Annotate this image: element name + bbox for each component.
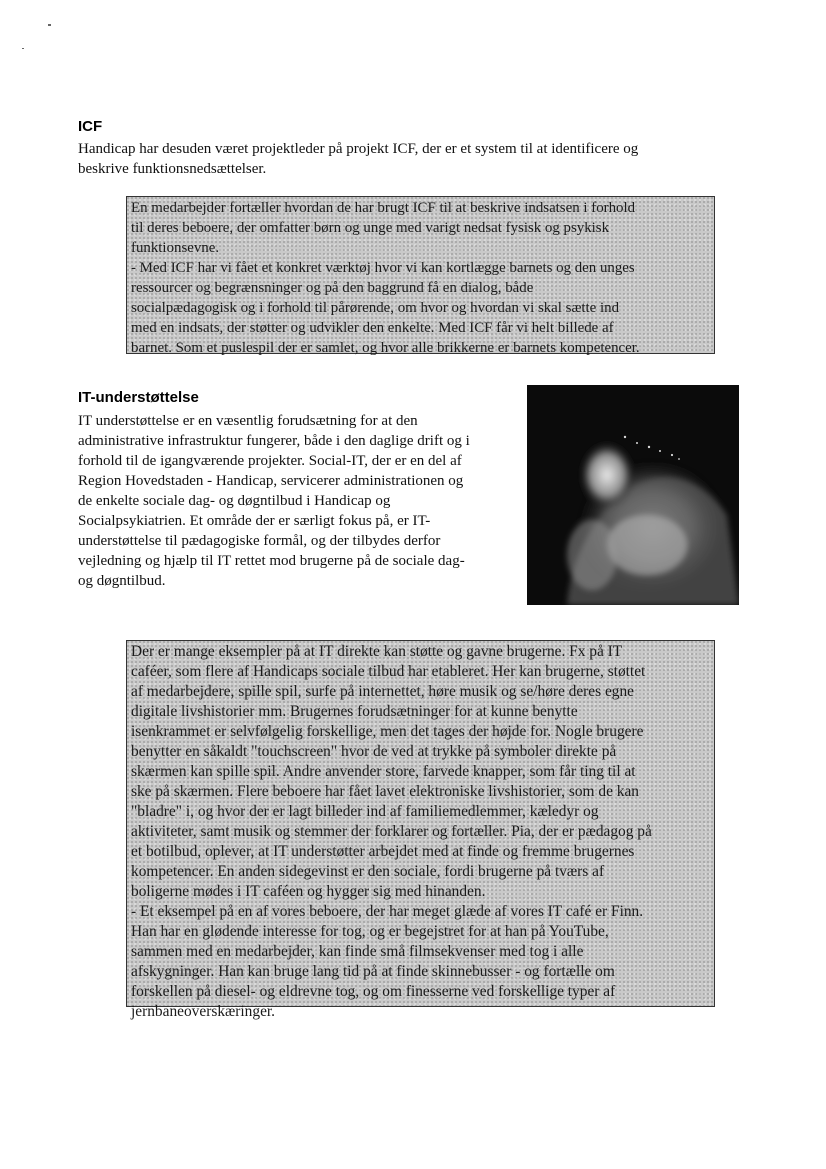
- text-line: og døgntilbud.: [78, 573, 166, 589]
- quote-line: benytter en såkaldt "touchscreen" hvor de ved at trykke på symboler direkte på: [131, 743, 617, 760]
- quote-line: aktiviteter, samt musik og stemmer der forklarer og fortæller. Pia, der er pædagog på: [131, 823, 652, 840]
- it-heading: IT-understøttelse: [78, 389, 199, 406]
- photo-image: [527, 385, 739, 605]
- quote-line: - Et eksempel på en af vores beboere, der har meget glæde af vores IT café er Finn.: [131, 903, 644, 920]
- quote-line: kompetencer. En anden sidegevinst er den sociale, fordi brugerne på tværs af: [131, 863, 605, 880]
- it-quote-box: [126, 640, 715, 1020]
- quote-line: En medarbejder fortæller hvordan de har brugt ICF til at beskrive indsatsen i forhold: [131, 200, 636, 216]
- quote-line: digitale livshistorier mm. Brugernes forudsætninger for at kunne benytte: [131, 703, 578, 720]
- scan-speck: [48, 24, 51, 26]
- quote-line: barnet. Som et puslespil der er samlet, og hvor alle brikkerne er barnets kompetencer.: [131, 340, 640, 356]
- icf-heading: ICF: [78, 118, 103, 135]
- quote-line: funktionsevne.: [131, 240, 220, 256]
- text-line: beskrive funktionsnedsættelser.: [78, 161, 267, 177]
- text-line: administrative infrastruktur fungerer, både i den daglige drift og i: [78, 433, 470, 449]
- quote-line: jernbaneoverskæringer.: [131, 1003, 276, 1020]
- quote-line: sammen med en medarbejder, kan finde små filmsekvenser med tog i alle: [131, 943, 584, 960]
- icf-paragraph: [78, 139, 638, 179]
- text-line: IT understøttelse er en væsentlig forudsætning for at den: [78, 413, 418, 429]
- quote-line: forskellen på diesel- og eldrevne tog, og om finesserne ved forskellige typer af: [131, 983, 616, 1000]
- quote-line: "bladre" i, og hvor der er lagt billeder ind af familiemedlemmer, kæledyr og: [131, 803, 599, 820]
- quote-line: socialpædagogisk og i forhold til pårørende, om hvor og hvordan vi skal sætte ind: [131, 300, 620, 316]
- text-line: Region Hovedstaden - Handicap, servicerer administrationen og: [78, 473, 464, 489]
- photo-person-at-computer: [527, 385, 739, 605]
- quote-line: med en indsats, der støtter og udvikler den enkelte. Med ICF får vi helt billede af: [131, 320, 614, 336]
- text-line: understøttelse til pædagogiske formål, og der tilbydes derfor: [78, 533, 441, 549]
- quote-line: ressourcer og begrænsninger og på den baggrund få en dialog, både: [131, 280, 534, 296]
- quote-line: skærmen kan spille spil. Andre anvender store, farvede knapper, som får ting til at: [131, 763, 636, 780]
- quote-line: ske på skærmen. Flere beboere har fået lavet elektroniske livshistorier, som de kan: [131, 783, 639, 800]
- quote-line: boligerne mødes i IT caféen og hygger sig med hinanden.: [131, 883, 486, 900]
- icf-quote-box: [126, 196, 715, 354]
- quote-line: afskygninger. Han kan bruge lang tid på at finde skinnebusser - og fortælle om: [131, 963, 615, 980]
- quote-line: Der er mange eksempler på at IT direkte kan støtte og gavne brugerne. Fx på IT: [131, 643, 623, 660]
- text-line: vejledning og hjælp til IT rettet mod brugerne på de sociale dag-: [78, 553, 465, 569]
- quote-line: et botilbud, oplever, at IT understøtter arbejdet med at finde og fremme brugernes: [131, 843, 635, 860]
- text-line: forhold til de igangværende projekter. Social-IT, der er en del af: [78, 453, 462, 469]
- text-line: de enkelte sociale dag- og døgntilbud i Handicap og: [78, 493, 391, 509]
- quote-line: - Med ICF har vi fået et konkret værktøj hvor vi kan kortlægge barnets og den unges: [131, 260, 635, 276]
- text-line: Socialpsykiatrien. Et område der er særligt fokus på, er IT-: [78, 513, 431, 529]
- quote-line: isenkrammet er selvfølgelig forskellige, men det tages der højde for. Nogle brugere: [131, 723, 644, 740]
- quote-line: caféer, som flere af Handicaps sociale tilbud har etableret. Her kan brugerne, støttet: [131, 663, 646, 680]
- quote-line: af medarbejdere, spille spil, surfe på internettet, høre musik og se/høre deres egne: [131, 683, 635, 700]
- it-paragraph: [78, 411, 470, 591]
- scan-speck: [22, 48, 24, 49]
- quote-line: til deres beboere, der omfatter børn og unge med varigt nedsat fysisk og psykisk: [131, 220, 610, 236]
- quote-line: Han har en glødende interesse for tog, og er begejstret for at han på YouTube,: [131, 923, 609, 940]
- text-line: Handicap har desuden været projektleder på projekt ICF, der er et system til at identificere og: [78, 141, 639, 157]
